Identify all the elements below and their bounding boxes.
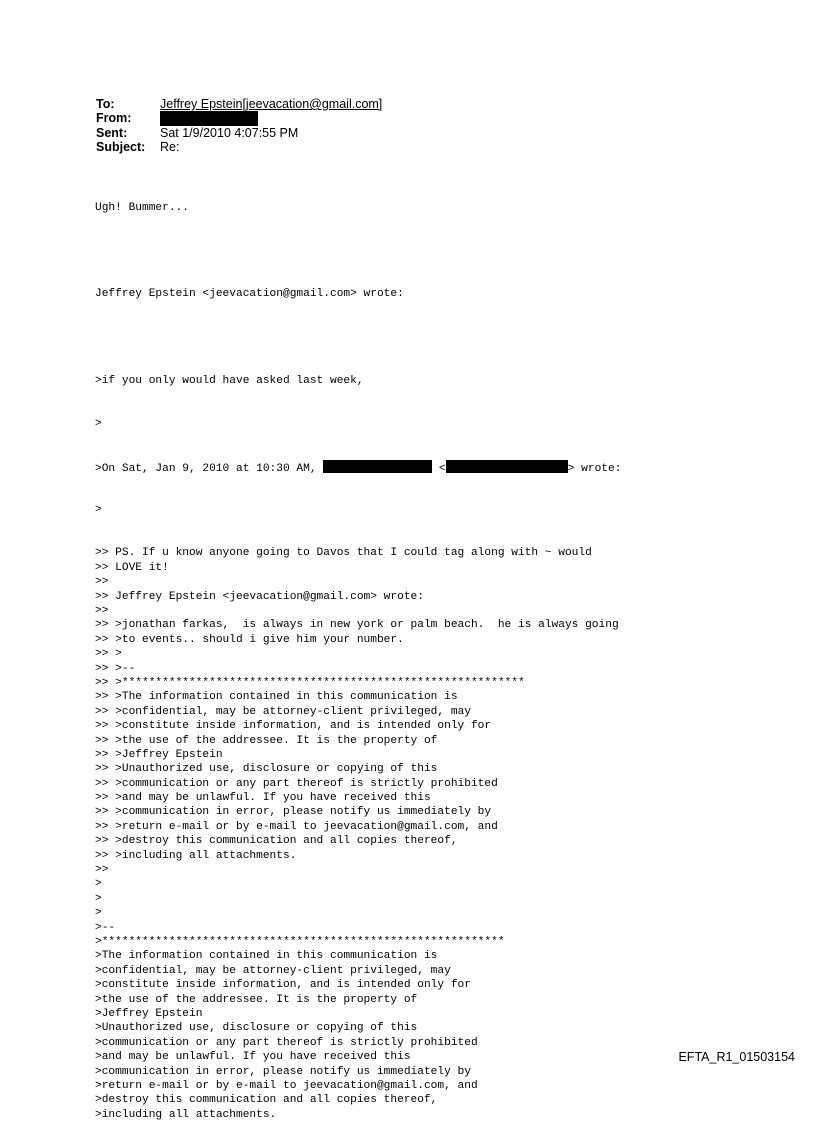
attribution-line: Jeffrey Epstein <jeevacation@gmail.com> wrote: (95, 288, 404, 301)
quoted-line: >> >The information contained in this communication is (95, 691, 458, 704)
quoted-line: >communication or any part thereof is strictly prohibited (95, 1036, 478, 1049)
sent-label: Sent: (96, 125, 128, 140)
quoted-line: >> >and may be unlawful. If you have received this (95, 792, 431, 805)
quoted-line: > (95, 907, 102, 920)
quoted-line: >> >Jeffrey Epstein (95, 748, 223, 761)
quoted-line: >> >to events.. should i give him your number. (95, 633, 404, 646)
quoted-line: >> >-- (95, 662, 136, 675)
quoted-thread (95, 546, 621, 1122)
document-id: EFTA_R1_01503154 (678, 1050, 795, 1064)
from-row (96, 111, 382, 125)
from-redaction (160, 111, 258, 126)
quote-attribution-line (95, 460, 621, 474)
quoted-line: >Unauthorized use, disclosure or copying of this (95, 1022, 418, 1035)
sender-email-redaction (446, 460, 568, 473)
quoted-line: >including all attachments. (95, 1108, 277, 1121)
quoted-line: >> >Unauthorized use, disclosure or copying of this (95, 763, 438, 776)
to-label: To: (96, 97, 115, 111)
quoted-line: > (95, 878, 102, 891)
quoted-line: >> >communication in error, please notify us immediately by (95, 806, 492, 819)
quote-line: >if you only would have asked last week, (95, 374, 364, 387)
quote-attribution-start: >On Sat, Jan 9, 2010 at 10:30 AM, (95, 463, 317, 476)
quoted-line: >> >************************************************************ (95, 676, 525, 689)
quoted-line: >************************************************************ (95, 935, 505, 948)
quoted-line: >destroy this communication and all copies thereof, (95, 1094, 438, 1107)
quoted-line: >> >including all attachments. (95, 849, 297, 862)
quoted-line: >> >jonathan farkas, is always in new york or palm beach. he is always going (95, 619, 619, 632)
subject-label: Subject: (96, 140, 146, 155)
quoted-line: >communication in error, please notify us immediately by (95, 1065, 471, 1078)
quote-attribution-lt: < (439, 463, 446, 476)
quoted-line: >The information contained in this communication is (95, 950, 438, 963)
to-row (96, 97, 382, 111)
quoted-line: >> >the use of the addressee. It is the property of (95, 734, 438, 747)
quoted-line: >confidential, may be attorney-client privileged, may (95, 964, 451, 977)
quoted-line: >> (95, 864, 109, 877)
quoted-line: >> PS. If u know anyone going to Davos that I could tag along with ~ would (95, 547, 592, 560)
quote-line: > (95, 504, 102, 517)
quoted-line: >the use of the addressee. It is the property of (95, 993, 418, 1006)
quoted-line: >> LOVE it! (95, 561, 169, 574)
quoted-line: >and may be unlawful. If you have received this (95, 1051, 411, 1064)
quoted-line: >> >constitute inside information, and is intended only for (95, 720, 492, 733)
quoted-line: >return e-mail or by e-mail to jeevacation@gmail.com, and (95, 1079, 478, 1092)
quoted-line: > (95, 892, 102, 905)
sent-row (96, 126, 382, 140)
quoted-line: >> >confidential, may be attorney-client privileged, may (95, 705, 471, 718)
from-label: From: (96, 111, 132, 126)
quoted-line: >constitute inside information, and is intended only for (95, 979, 471, 992)
quoted-line: >> > (95, 648, 122, 661)
email-header (96, 97, 382, 155)
reply-text: Ugh! Bummer... (95, 201, 189, 214)
quoted-line: >> Jeffrey Epstein <jeevacation@gmail.com> wrote: (95, 590, 424, 603)
sent-value: Sat 1/9/2010 4:07:55 PM (160, 125, 299, 140)
email-body (95, 172, 621, 1136)
quoted-line: >-- (95, 921, 116, 934)
quoted-line: >Jeffrey Epstein (95, 1007, 203, 1020)
subject-value: Re: (160, 140, 180, 155)
quote-attribution-end: > wrote: (567, 463, 622, 476)
quoted-line: >> >communication or any part thereof is strictly prohibited (95, 777, 498, 790)
sender-name-redaction (323, 460, 432, 473)
quote-line: > (95, 417, 102, 430)
subject-row (96, 140, 382, 154)
quoted-line: >> >destroy this communication and all copies thereof, (95, 835, 458, 848)
quoted-line: >> (95, 576, 109, 589)
quoted-line: >> >return e-mail or by e-mail to jeevacation@gmail.com, and (95, 820, 498, 833)
to-value: Jeffrey Epstein[jeevacation@gmail.com] (160, 97, 383, 111)
quoted-line: >> (95, 605, 109, 617)
